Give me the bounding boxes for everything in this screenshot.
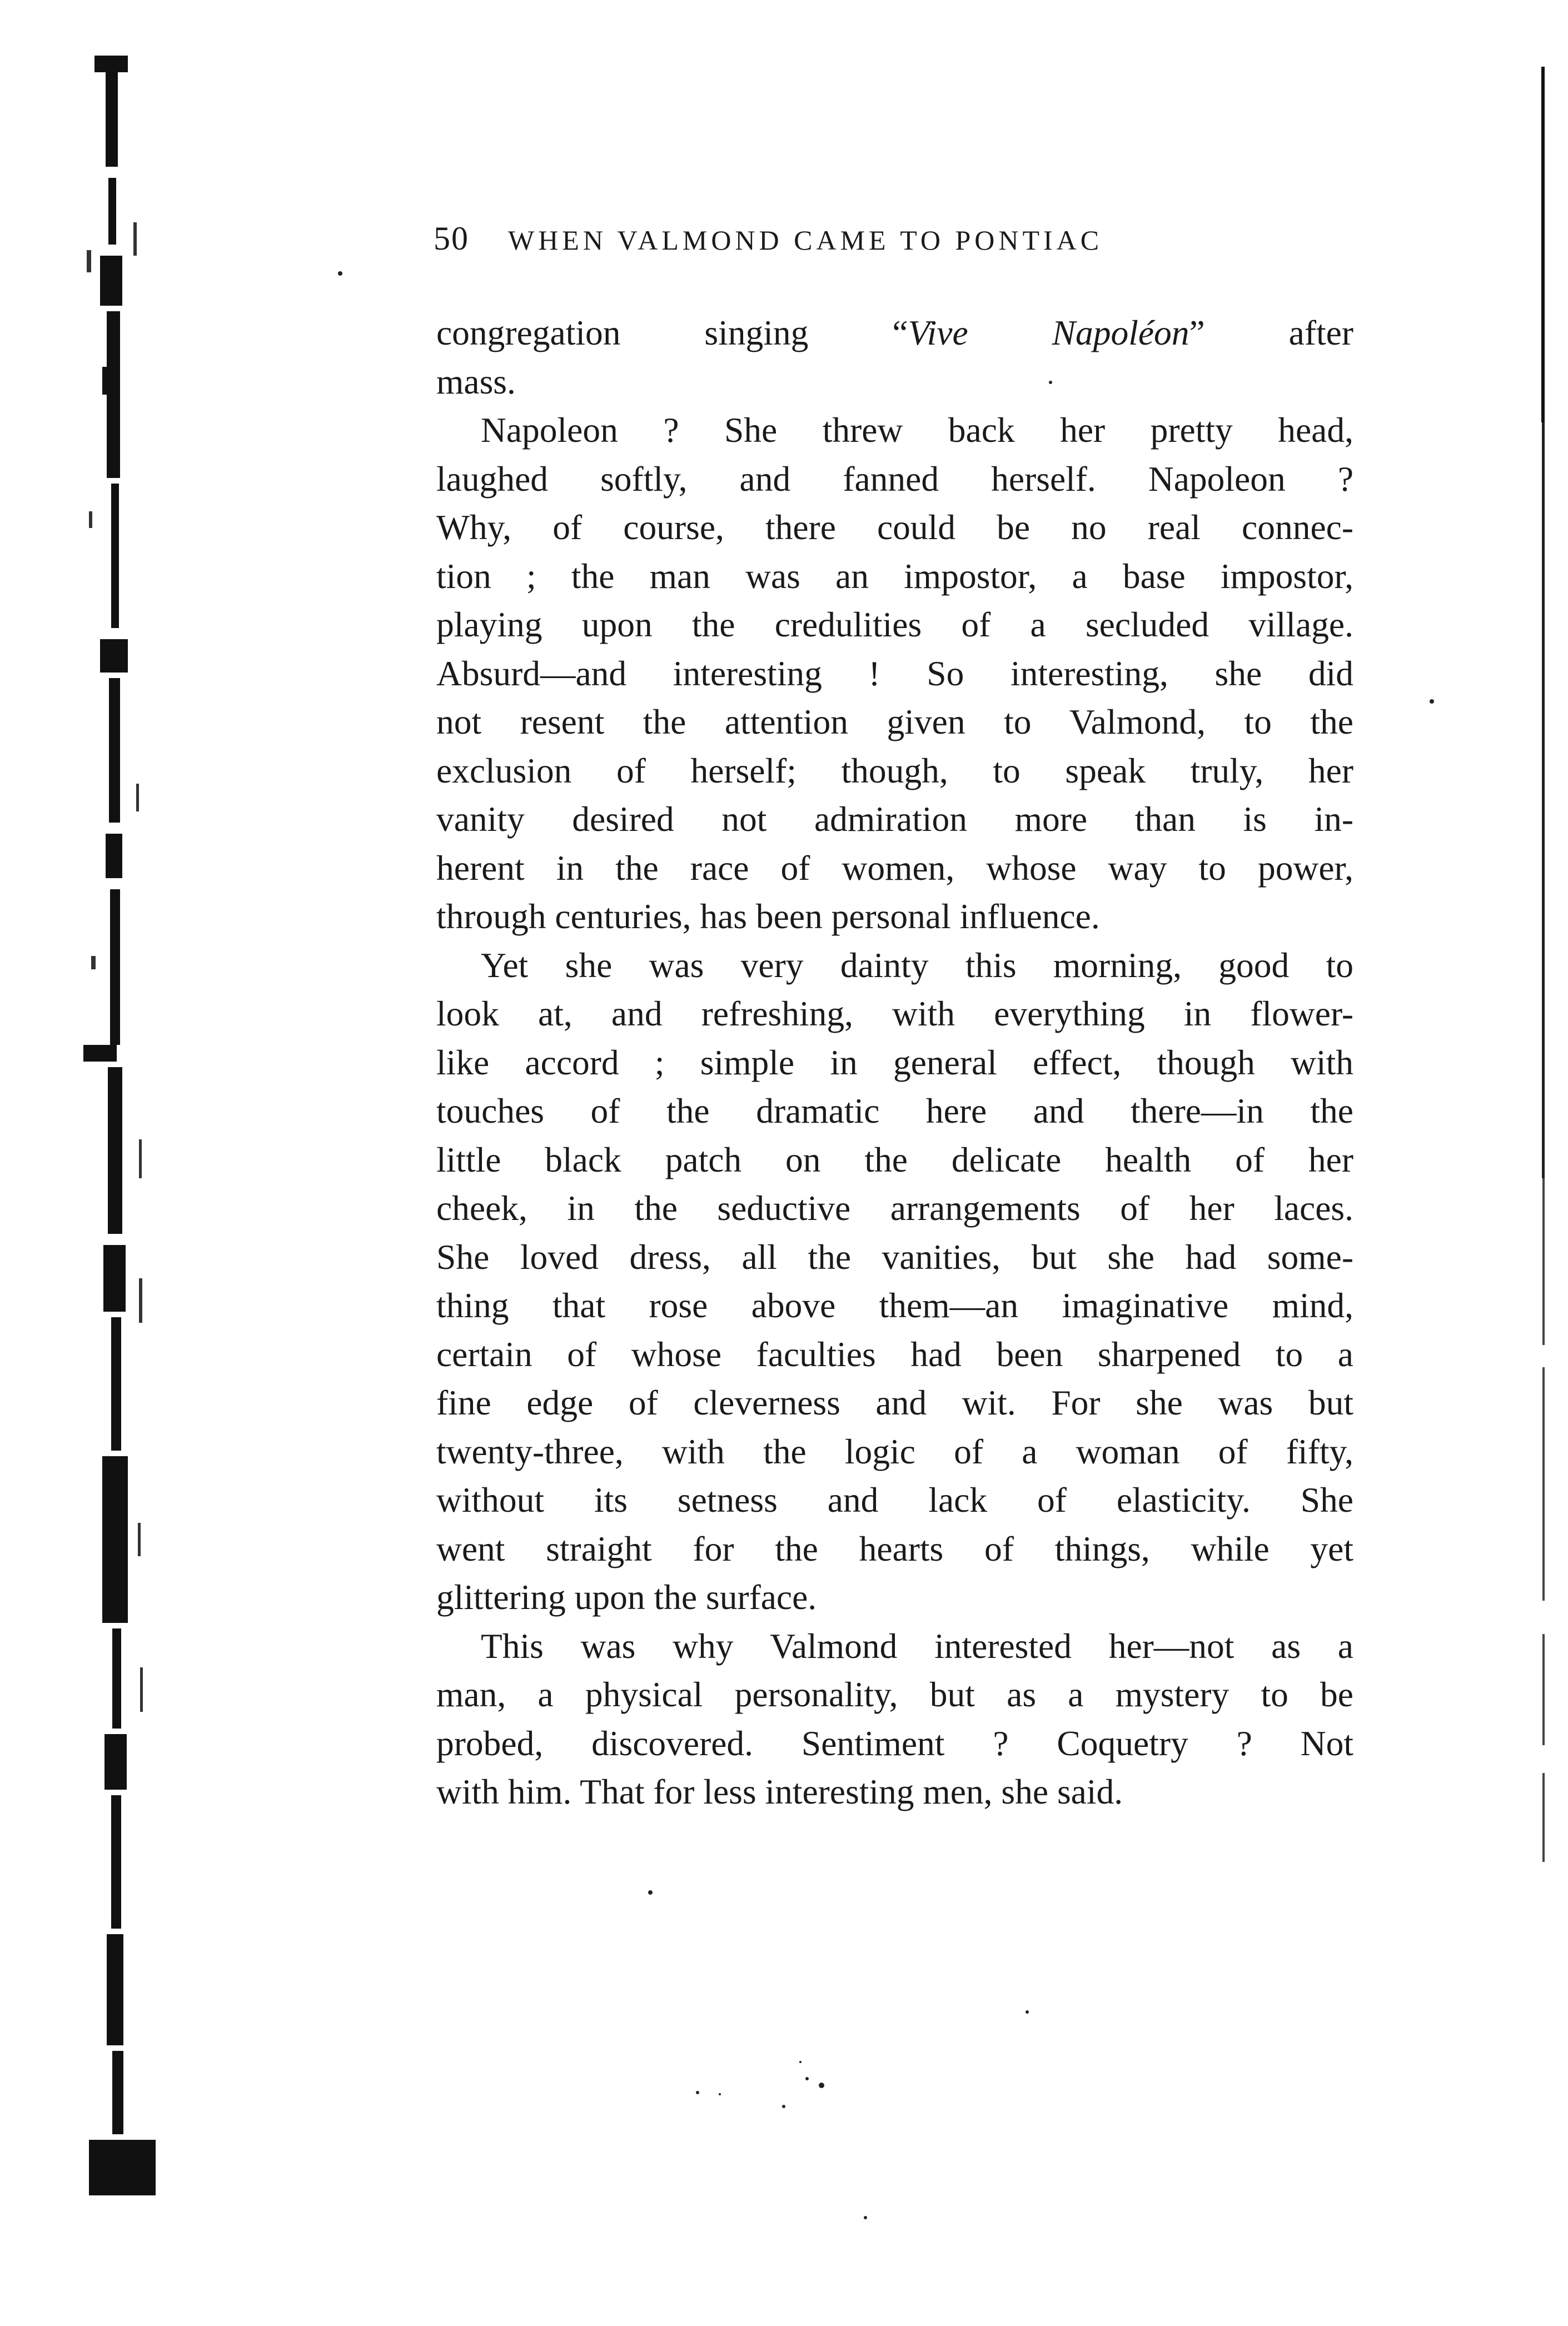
text-line: tion ; the man was an impostor, a base impostor, xyxy=(436,556,1353,596)
text-line: Napoleon ? She threw back her pretty head, xyxy=(481,410,1353,450)
text-line: playing upon the credulities of a secluded village. xyxy=(436,605,1353,644)
text-line: without its setness and lack of elasticity. She xyxy=(436,1480,1353,1520)
text-line: twenty-three, with the logic of a woman of fifty, xyxy=(436,1431,1353,1471)
text-line: probed, discovered. Sentiment ? Coquetry ? Not xyxy=(436,1723,1353,1763)
paragraph xyxy=(436,308,1353,406)
text-line: went straight for the hearts of things, while yet xyxy=(436,1528,1353,1568)
text-line: like accord ; simple in general effect, though with xyxy=(436,1042,1353,1082)
text-line: herent in the race of women, whose way to power, xyxy=(436,848,1353,888)
text-line: Why, of course, there could be no real connec- xyxy=(436,507,1353,547)
paragraph xyxy=(436,406,1353,941)
paragraph xyxy=(436,1622,1353,1816)
text-line: touches of the dramatic here and there—in the xyxy=(436,1091,1353,1130)
text-line: She loved dress, all the vanities, but she had some- xyxy=(436,1237,1353,1277)
text-line: Yet she was very dainty this morning, good to xyxy=(481,945,1353,985)
text-line: look at, and refreshing, with everything in flower- xyxy=(436,994,1353,1033)
text-line: exclusion of herself; though, to speak truly, her xyxy=(436,750,1353,790)
text-line: vanity desired not admiration more than is in- xyxy=(436,799,1353,839)
text-line: fine edge of cleverness and wit. For she was but xyxy=(436,1383,1353,1422)
text-line: Absurd—and interesting ! So interesting, she did xyxy=(436,653,1353,693)
page-edge-line xyxy=(1501,67,1568,1862)
binding-gutter xyxy=(83,56,156,2195)
text-line: thing that rose above them—an imaginative mind, xyxy=(436,1286,1353,1325)
text-line: This was why Valmond interested her—not as a xyxy=(481,1626,1353,1666)
text-line: laughed softly, and fanned herself. Napoleon ? xyxy=(436,459,1353,499)
text-line: glittering upon the surface. xyxy=(436,1577,817,1617)
text-line: mass. xyxy=(436,361,516,401)
text-line: certain of whose faculties had been sharpened to a xyxy=(436,1334,1353,1374)
text-line: man, a physical personality, but as a mystery to be xyxy=(436,1675,1353,1714)
text-line: little black patch on the delicate health of her xyxy=(436,1139,1353,1179)
text-line: cheek, in the seductive arrangements of her laces. xyxy=(436,1188,1353,1228)
running-header xyxy=(434,220,1345,275)
body-text xyxy=(436,308,1353,1816)
text-line: not resent the attention given to Valmond, to the xyxy=(436,702,1353,741)
text-line: through centuries, has been personal influence. xyxy=(436,896,1100,936)
running-title: WHEN VALMOND CAME TO PONTIAC xyxy=(508,225,1103,256)
page-number: 50 xyxy=(434,220,469,257)
paragraph xyxy=(436,941,1353,1622)
text-line: with him. That for less interesting men, she said. xyxy=(436,1772,1123,1811)
text-line: congregation singing “Vive Napoléon” after xyxy=(436,313,1353,352)
